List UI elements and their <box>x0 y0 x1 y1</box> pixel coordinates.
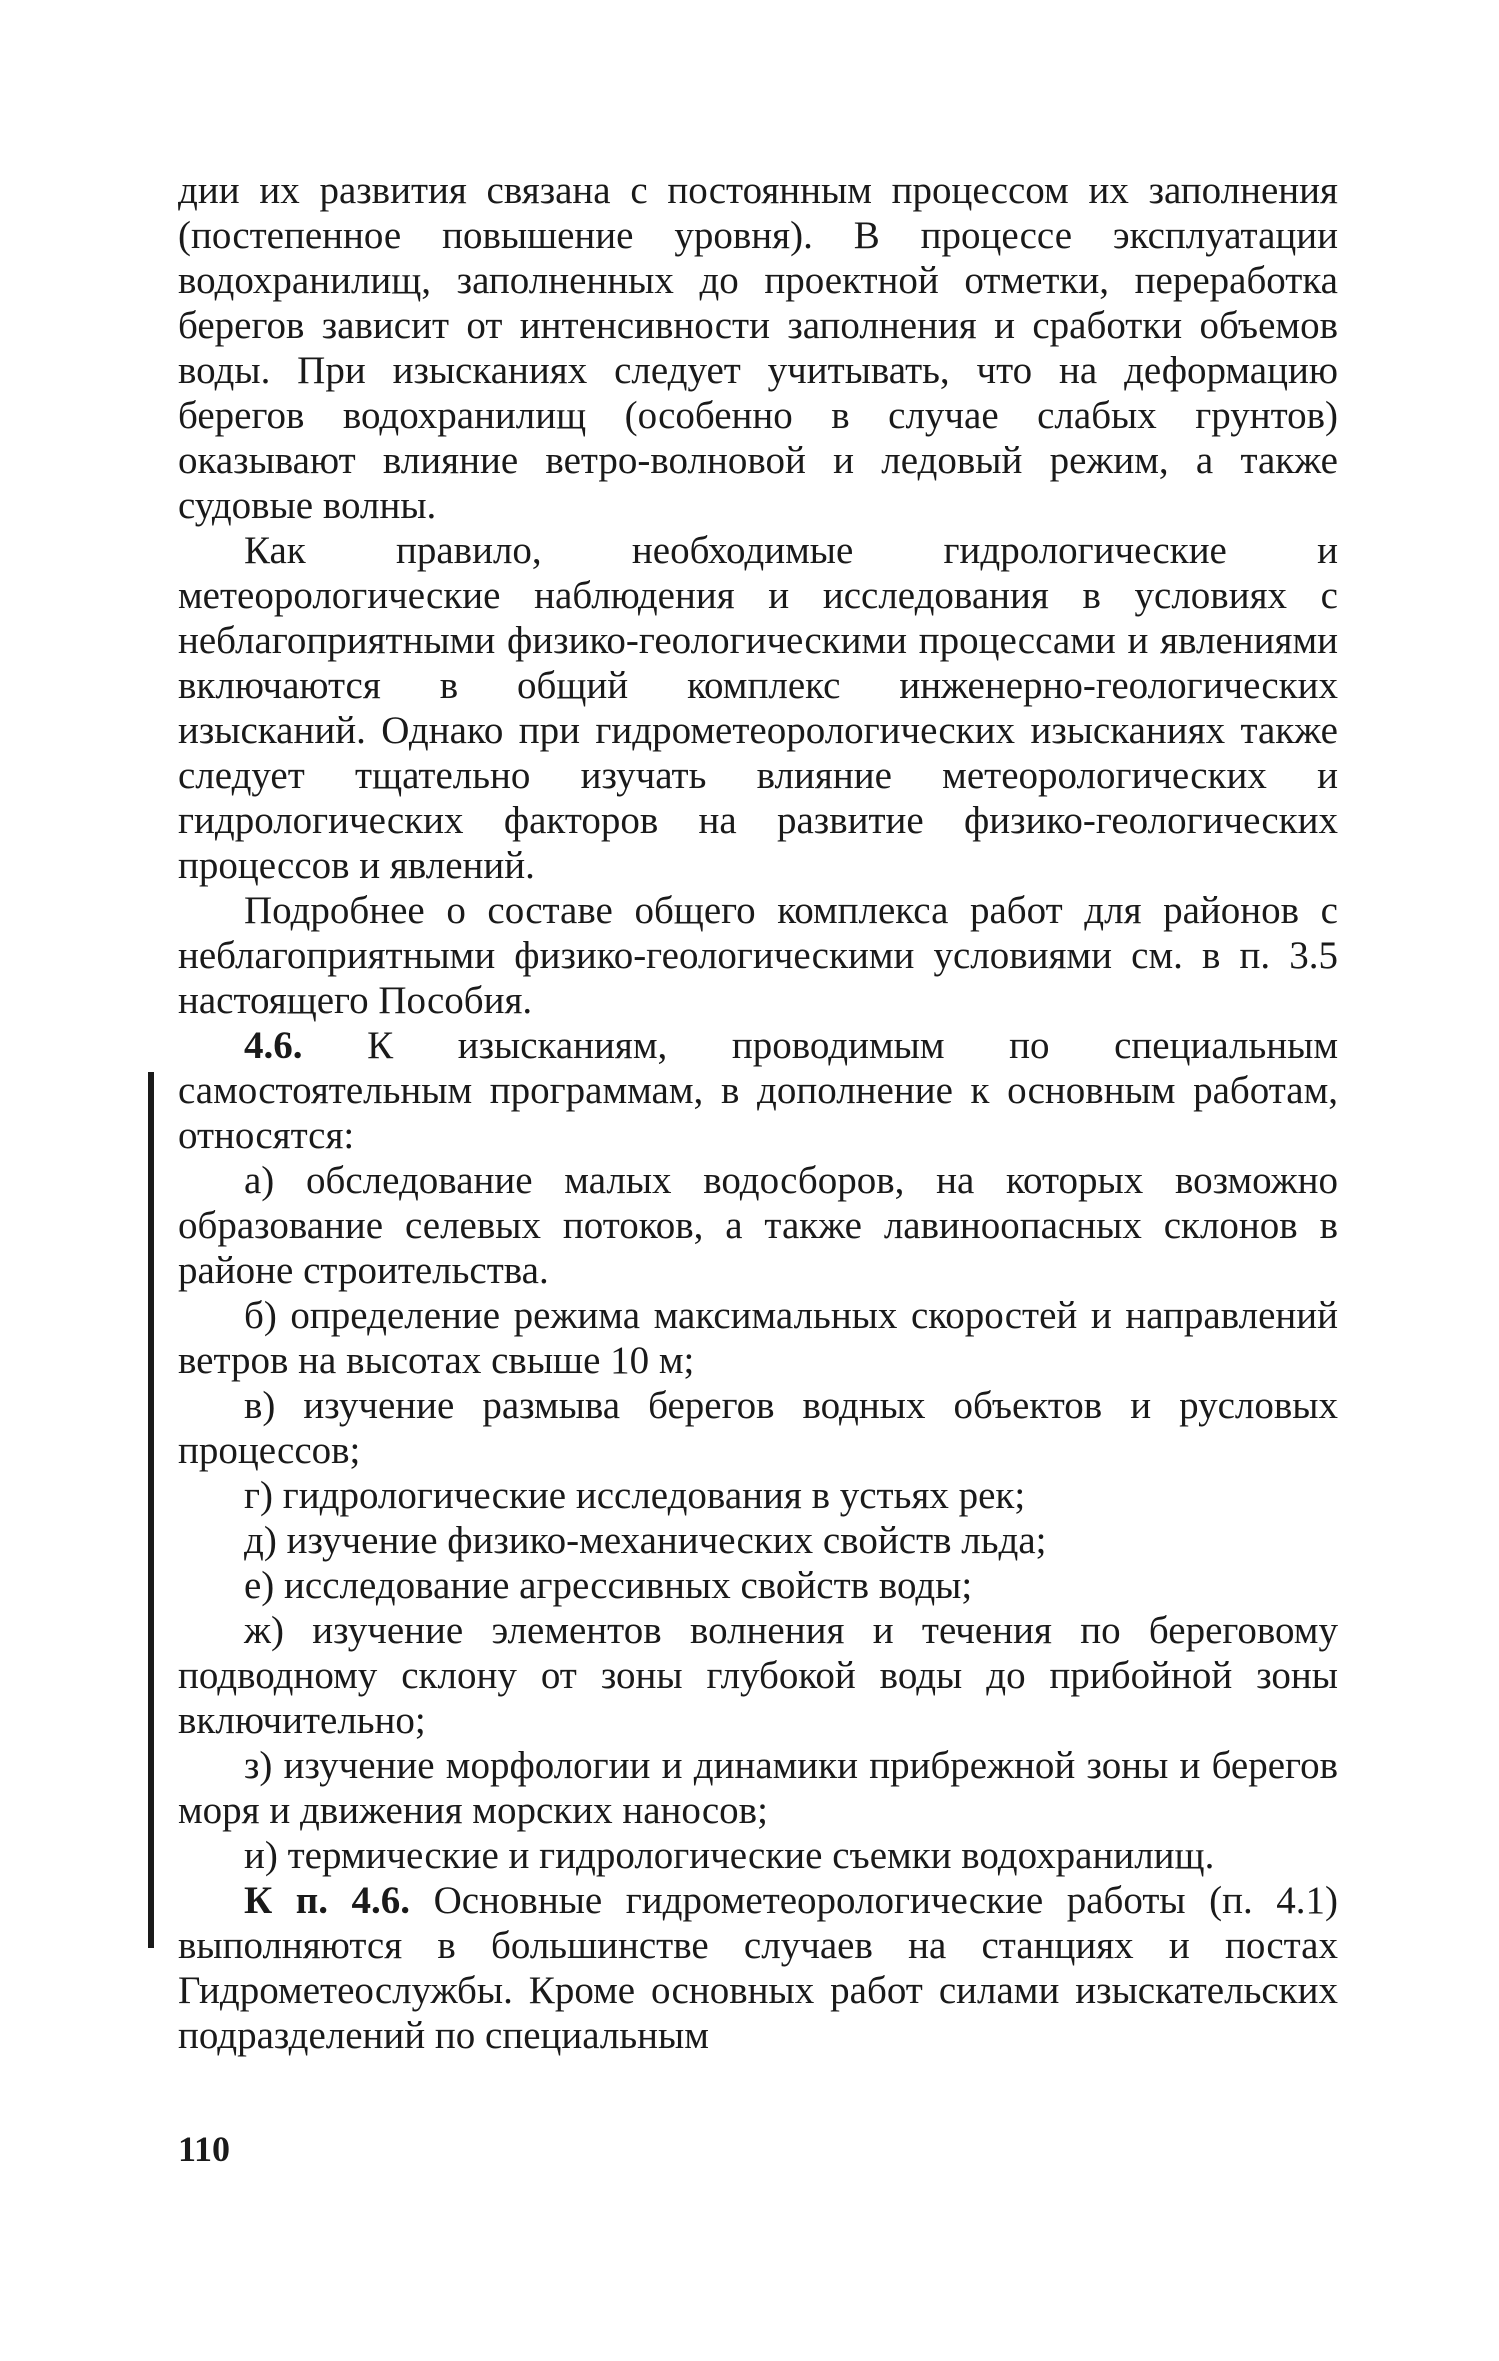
paragraph-observations: Как правило, необходимые гидрологические и метеорологические наблюдения и исследования в условиях с неблагоприятными физико-геологическими процессами и явлениями включаются в общий комплекс инженерно-геологических изысканий. Однако при гидрометеорологических изысканиях также следует тщательно изучать влияние метеорологических и гидрологических факторов на развитие физико-геологических процессов и явлений. <box>178 529 1338 887</box>
paragraph-continuation: дии их развития связана с постоянным процессом их заполнения (постепенное повышение уровня). В процессе эксплуатации водохранилищ, заполненных до проектной отметки, переработка берегов зависит от интенсивности заполнения и сработки объемов воды. При изысканиях следует учитывать, что на деформацию берегов водохранилищ (особенно в случае слабых грунтов) оказывают влияние ветро-волновой и ледовый режим, а также судовые волны. <box>178 169 1338 527</box>
margin-change-bar <box>148 1072 154 1948</box>
section-4-6 <box>178 1023 1338 1158</box>
commentary-4-6-text: Основные гидрометеорологические работы (п. 4.1) выполняются в большинстве случаев на станциях и постах Гидрометеослужбы. Кроме основных работ силами изыскательских подразделений по специальным <box>178 1879 1339 2057</box>
commentary-4-6 <box>178 1878 1338 2058</box>
list-item-z: з) изучение морфологии и динамики прибрежной зоны и берегов моря и движения морских наносов; <box>178 1744 1338 1832</box>
page-body <box>178 168 1338 2058</box>
list-item-i: и) термические и гидрологические съемки водохранилищ. <box>244 1834 1215 1877</box>
list-item-zh: ж) изучение элементов волнения и течения по береговому подводному склону от зоны глубокой воды до прибойной зоны включительно; <box>178 1609 1338 1742</box>
list-item-a: а) обследование малых водосборов, на которых возможно образование селевых потоков, а также лавиноопасных склонов в районе строительства. <box>178 1159 1338 1292</box>
paragraph-reference: Подробнее о составе общего комплекса работ для районов с неблагоприятными физико-геологическими условиями см. в п. 3.5 настоящего Пособия. <box>178 889 1338 1022</box>
list-item-b: б) определение режима максимальных скоростей и направлений ветров на высотах свыше 10 м; <box>178 1294 1338 1382</box>
list-item-g: г) гидрологические исследования в устьях рек; <box>244 1474 1026 1517</box>
list-item-e: е) исследование агрессивных свойств воды; <box>244 1564 973 1607</box>
list-item-v: в) изучение размыва берегов водных объектов и русловых процессов; <box>178 1384 1338 1472</box>
list-item-d: д) изучение физико-механических свойств льда; <box>244 1519 1047 1562</box>
section-4-6-text: К изысканиям, проводимым по специальным самостоятельным программам, в дополнение к основным работам, относятся: <box>178 1024 1339 1157</box>
page-number: 110 <box>178 2129 231 2169</box>
commentary-4-6-label: К п. 4.6. <box>244 1879 411 1922</box>
section-4-6-label: 4.6. <box>244 1024 303 1067</box>
